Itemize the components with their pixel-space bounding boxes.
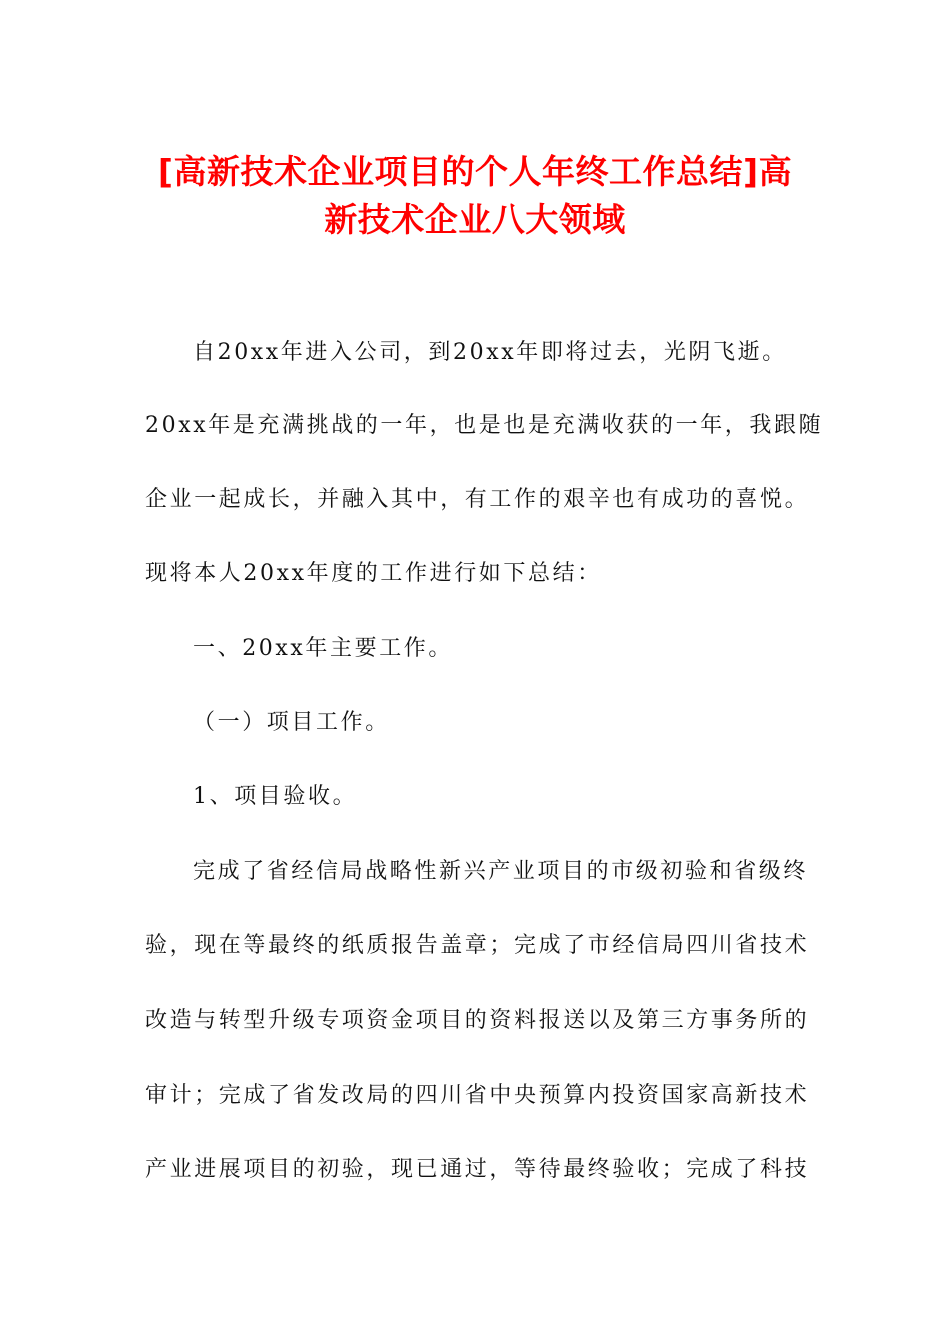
- paragraph-line: 完成了省经信局战略性新兴产业项目的市级初验和省级终: [193, 859, 809, 884]
- section-heading: 一、20xx年主要工作。: [193, 636, 454, 661]
- paragraph-line: 自20xx年进入公司，到20xx年即将过去，光阴飞逝。: [193, 340, 787, 365]
- paragraph-line: 现将本人20xx年度的工作进行如下总结：: [145, 561, 602, 586]
- item-heading: 1、项目验收。: [193, 784, 358, 809]
- paragraph-line: 验，现在等最终的纸质报告盖章；完成了市经信局四川省技术: [145, 933, 810, 958]
- subsection-heading: （一）项目工作。: [193, 710, 390, 735]
- paragraph-line: 改造与转型升级专项资金项目的资料报送以及第三方事务所的: [145, 1008, 810, 1033]
- document-title-line-2: 新技术企业八大领域: [324, 200, 626, 239]
- paragraph-line: 审计；完成了省发改局的四川省中央预算内投资国家高新技术: [145, 1083, 810, 1108]
- paragraph-line: 20xx年是充满挑战的一年，也是也是充满收获的一年，我跟随: [145, 413, 824, 438]
- paragraph-line: 企业一起成长，并融入其中，有工作的艰辛也有成功的喜悦。: [145, 487, 810, 512]
- document-title-line-1: [高新技术企业项目的个人年终工作总结]高: [157, 152, 793, 191]
- paragraph-line: 产业进展项目的初验，现已通过，等待最终验收；完成了科技: [145, 1157, 810, 1182]
